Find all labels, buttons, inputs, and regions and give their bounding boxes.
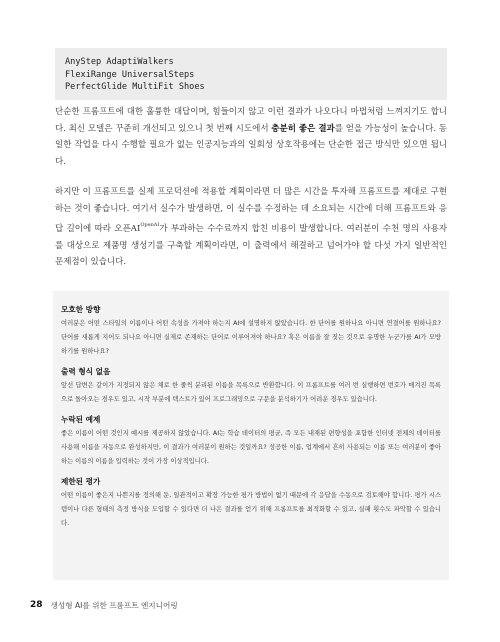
code-line: AnyStep AdaptiWalkers [65,57,174,67]
running-title: 생성형 AI를 위한 프롬프트 엔지니어링 [50,600,178,610]
sidebar-box [53,291,449,580]
code-line: FlexiRange UniversalSteps [65,69,195,80]
paragraph-text: 를 얻을 가능성이 높습니다. 동일한 작업을 다시 수행할 필요가 없는 인공지능과의 일회성 상호작용에는 단순한 접근 방식만 있으면 됩니다. [55,123,448,167]
sidebar-heading: 제한된 평가 [61,477,101,486]
superscript-note: OpenAI [140,222,160,229]
sidebar-text: 앞선 답변은 같이가 지정되지 않은 채로 한 줄씩 분리된 이름을 목록으로 반환합니다. 이 프롬프트를 여러 번 실행하면 번호가 매겨진 목록으로 돌아오는 경우도 있고, 시작 부분에 텍스트가 있어 프로그래밍으로 구문을 분석하기가 어려운 경우도 있습니다. [61,382,441,403]
paragraph-text: 단순한 프롬프트에 대한 훌륭한 대답이며, 힘들이지 않고 이런 결과가 나오다니 마법처럼 느껴지기도 합니다. 최신 모델은 꾸준히 개선되고 있으니 첫 번째 시도에서 [55,107,447,134]
code-line: PerfectGlide MultiFit Shoes [65,82,205,92]
sidebar-text: 어떤 이름이 좋은지 나쁜지를 정의해 둔, 일관적이고 확장 가능한 평가 방법이 없기 때문에 각 응답을 수동으로 검토해야 합니다. 평가 시스템이나 다른 형태의 측정 방식을 도입할 수 있다면 더 나은 결과를 얻기 위해 프롬프트를 최적화할 수 있고, 실패 횟수도 파악할 수 있습니다. [61,492,441,527]
sidebar-heading: 모호한 방향 [61,305,101,314]
emphasis-text: 충분히 좋은 결과 [271,123,335,134]
sidebar-text: 좋은 이름이 어떤 것인지 예시를 제공하지 않았습니다. AI는 학습 데이터의 평균, 즉 모든 내재된 편향성을 포함한 인터넷 전체의 데이터를 사용해 이름을 자동으로 완성하지만, 이 결과가 여러분이 원하는 것일까요? 성공한 이름, 업계에서 흔히 사용되는 이름 또는 여러분이 좋아하는 이름의 이름을 입력하는 것이 가장 이상적입니다. [61,430,441,465]
body-paragraph-2 [55,184,447,271]
body-paragraph-1 [55,104,447,170]
sidebar-text: 여러분은 어떤 스타일의 이름이나 어떤 속성을 가져야 하는지 AI에 설명하지 않았습니다. 한 단어를 원하나요 아니면 연결어를 원하나요? 단어를 새롭게 지어도 되나요 아니면 실제로 존재하는 단어로 이루어져야 하나요? 혹은 이름을 잘 짓는 것으로 유명한 누군가를 AI가 모방하기를 원하나요? [61,320,441,355]
code-block [55,48,447,100]
sidebar-heading: 출력 형식 없음 [61,367,111,376]
page-footer [30,597,178,613]
sidebar-heading: 누락된 예제 [61,415,101,424]
paragraph-text: 가 부과하는 수수료까지 합친 비용이 발생합니다. 여러분이 수천 명의 사용자를 대상으로 제품명 생성기를 구축할 계획이라면, 이 출력에서 해결하고 넘어가야 할 다섯 가지 일반적인 문제점이 있습니다. [55,224,447,268]
paragraph-text: 하지만 이 프롬프트를 실제 프로덕션에 적용할 계획이라면 더 많은 시간을 투자해 프롬프트를 제대로 구현하는 것이 좋습니다. 여기서 실수가 발생하면, 이 실수를 수정하는 데 소요되는 시간에 더해 프롬프트와 응답 길이에 따라 오픈AI [55,187,447,235]
page-number: 28 [30,600,43,610]
